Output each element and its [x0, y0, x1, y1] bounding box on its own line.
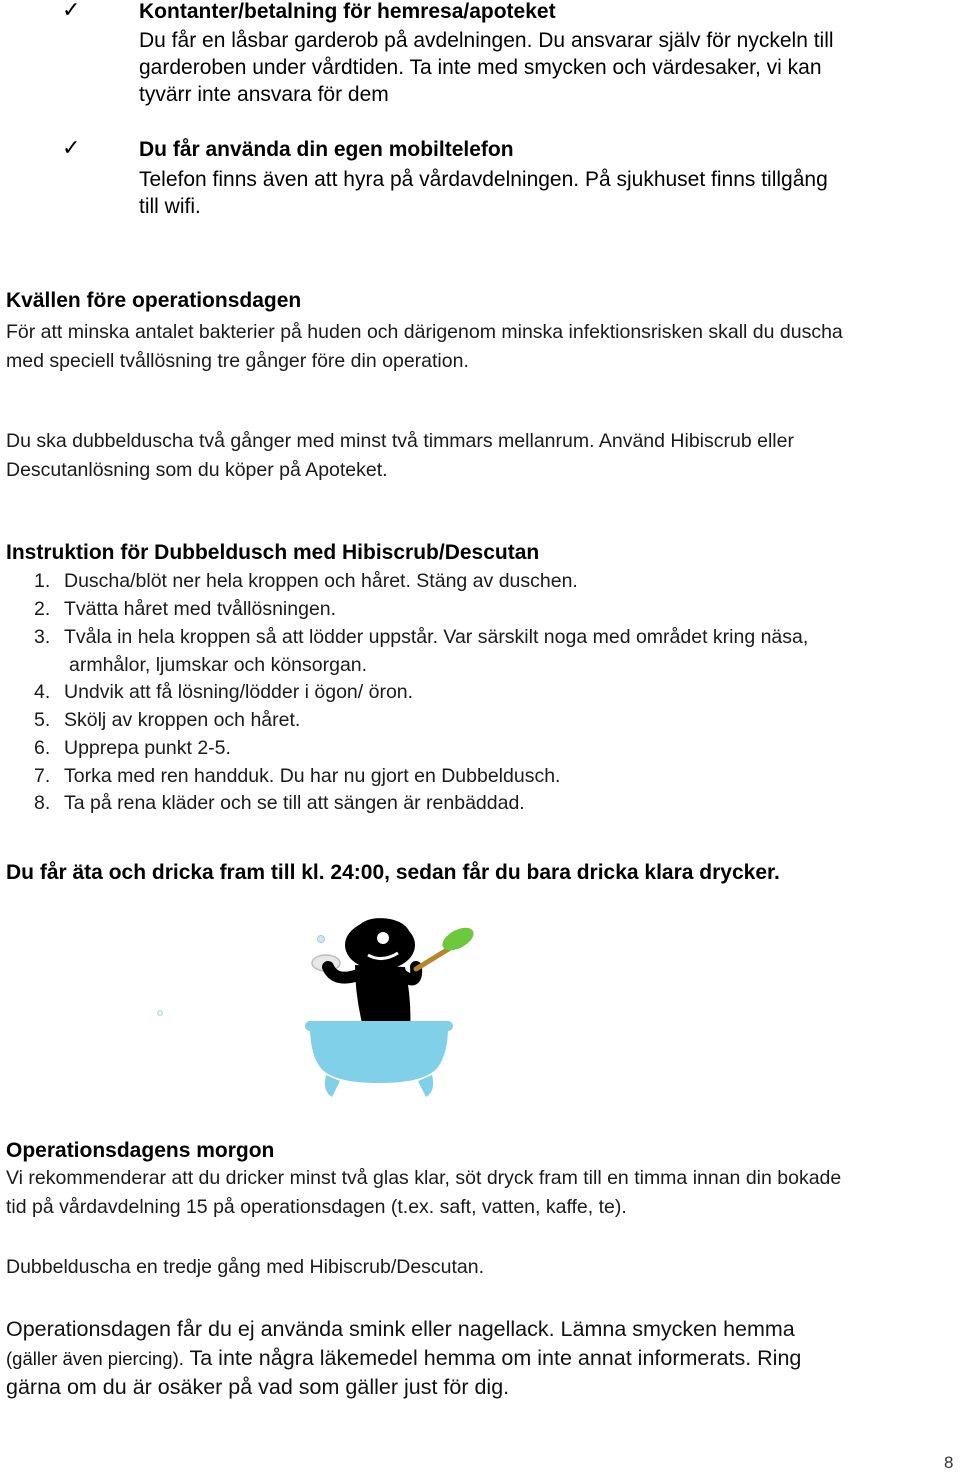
bathing-figure-icon [150, 905, 490, 1105]
step-number: 4. [34, 681, 51, 703]
eat-drink-notice: Du får äta och dricka fram till kl. 24:00, sedan får du bara dricka klara drycker. [6, 861, 780, 884]
text-line: Operationsdagen får du ej använda smink eller nagellack. Lämna smycken hemma [6, 1317, 795, 1341]
check-mark-icon: ✓ [62, 136, 81, 161]
text-fragment: Ta inte några läkemedel hemma om inte annat informerats. Ring [183, 1346, 802, 1370]
text-line: Descutanlösning som du köper på Apoteket. [6, 459, 388, 481]
text-line: gärna om du är osäker på vad som gäller just för dig. [6, 1375, 510, 1399]
text-line: Du får en låsbar garderob på avdelningen. Du ansvarar själv för nyckeln till [139, 29, 834, 52]
text-line: Vi rekommenderar att du dricker minst två glas klar, söt dryck fram till en timma innan din bokade [6, 1167, 842, 1189]
text-line: Telefon finns även att hyra på vårdavdelningen. På sjukhuset finns tillgång [139, 168, 828, 191]
step-text: armhålor, ljumskar och könsorgan. [69, 654, 368, 676]
section-heading-morning: Operationsdagens morgon [6, 1139, 275, 1162]
step-number: 6. [34, 737, 51, 759]
morning-paragraph-2: Dubbelduscha en tredje gång med Hibiscrub/Descutan. [6, 1256, 485, 1278]
text-line [6, 1344, 956, 1373]
step-text: Ta på rena kläder och se till att sängen är renbäddad. [64, 792, 525, 814]
text-line: med speciell tvållösning tre gånger före din operation. [6, 350, 469, 372]
page-number: 8 [944, 1453, 954, 1472]
text-line: garderoben under vårdtiden. Ta inte med smycken och värdesaker, vi kan [139, 56, 822, 79]
section-heading-instructions: Instruktion för Dubbeldusch med Hibiscrub/Descutan [6, 541, 540, 564]
text-line: till wifi. [139, 195, 201, 218]
instruction-list [34, 570, 934, 814]
step-number: 1. [34, 570, 51, 592]
text-line: För att minska antalet bakterier på huden och därigenom minska infektionsrisken skall du duscha [6, 321, 843, 343]
checklist-title-cash: Kontanter/betalning för hemresa/apoteket [139, 0, 556, 23]
step-number: 7. [34, 765, 51, 787]
morning-paragraph-3 [6, 1315, 956, 1402]
step-text: Upprepa punkt 2-5. [64, 737, 231, 759]
step-text: Tvåla in hela kroppen så att lödder uppstår. Var särskilt noga med området kring näsa, [64, 626, 809, 648]
evening-paragraph-2 [6, 427, 956, 485]
checklist-text-phone [139, 166, 949, 220]
section-heading-evening: Kvällen före operationsdagen [6, 289, 302, 312]
bathing-figure-svg [150, 905, 490, 1105]
step-text: Undvik att få lösning/lödder i ögon/ öron. [64, 681, 414, 703]
checklist-text-cash [139, 27, 949, 108]
step-number: 5. [34, 709, 51, 731]
check-mark-icon: ✓ [62, 0, 81, 23]
text-line: tyvärr inte ansvara för dem [139, 83, 389, 106]
morning-paragraph-1 [6, 1164, 956, 1222]
evening-paragraph-1 [6, 318, 956, 376]
step-number: 8. [34, 792, 51, 814]
step-text: Duscha/blöt ner hela kroppen och håret. Stäng av duschen. [64, 570, 578, 592]
text-line: Du ska dubbelduscha två gånger med minst två timmars mellanrum. Använd Hibiscrub eller [6, 430, 794, 452]
step-text: Skölj av kroppen och håret. [64, 709, 301, 731]
checklist-title-phone: Du får använda din egen mobiltelefon [139, 138, 514, 161]
step-text: Torka med ren handduk. Du har nu gjort en Dubbeldusch. [64, 765, 561, 787]
step-number: 2. [34, 598, 51, 620]
text-fragment: (gäller även piercing). [6, 1348, 184, 1369]
step-number: 3. [34, 626, 51, 648]
step-text: Tvätta håret med tvållösningen. [64, 598, 337, 620]
text-line: tid på vårdavdelning 15 på operationsdagen (t.ex. saft, vatten, kaffe, te). [6, 1196, 627, 1218]
